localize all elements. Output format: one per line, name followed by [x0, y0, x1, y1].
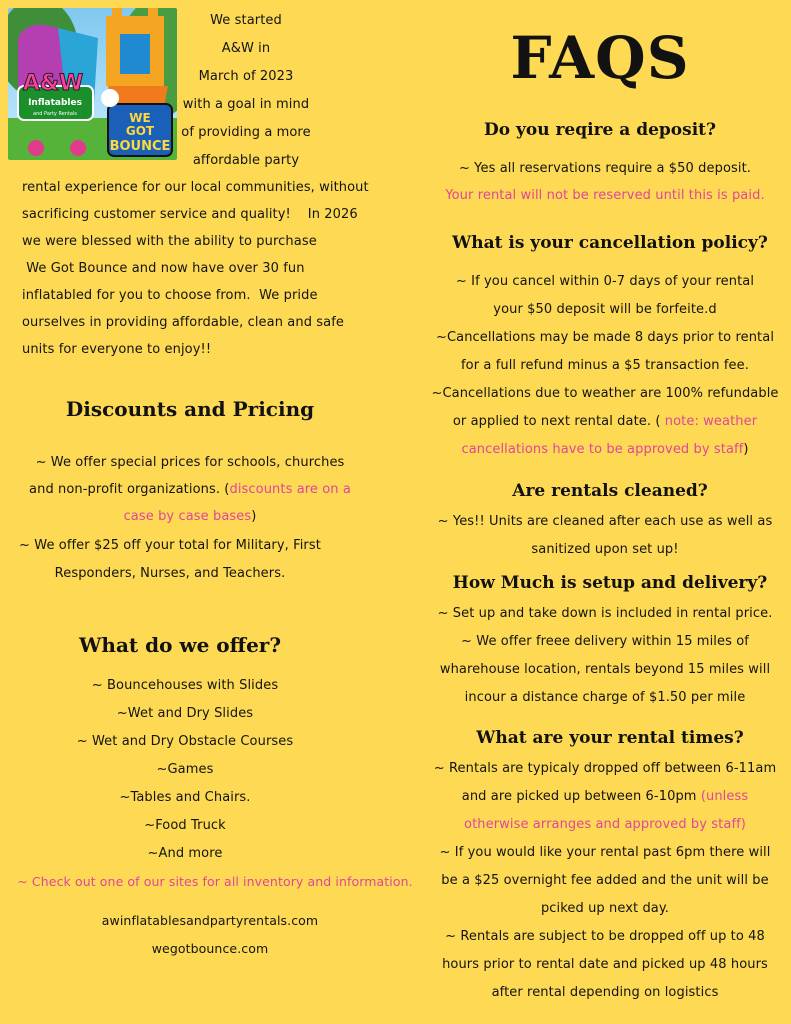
deposit-question: Do you reqire a deposit?: [483, 120, 716, 140]
cancel-answer: [430, 442, 780, 457]
clean-answer: sanitized upon set up!: [531, 542, 679, 557]
times-answer-note: otherwise arranges and approved by staff): [464, 817, 746, 832]
intro-line: inflatabled for you to choose from. We pride: [22, 288, 318, 303]
clean-question: Are rentals cleaned?: [512, 481, 708, 501]
site-link-wgb[interactable]: [0, 941, 420, 956]
site-link-aw-text[interactable]: awinflatablesandpartyrentals.com: [101, 913, 319, 928]
logo-text-we: WE: [129, 111, 151, 125]
site-link-wgb-text[interactable]: wegotbounce.com: [151, 941, 269, 956]
times-answer: after rental depending on logistics: [491, 985, 719, 1000]
times-answer: ~ If you would like your rental past 6pm there will: [439, 845, 771, 860]
cancel-answer: ~ If you cancel within 0-7 days of your rental: [455, 274, 755, 289]
discounts-line: Responders, Nurses, and Teachers.: [54, 566, 286, 581]
discounts-line: [20, 482, 360, 497]
discounts-note: case by case bases: [123, 509, 252, 524]
intro-line: units for everyone to enjoy!!: [22, 342, 212, 357]
offer-item: ~Wet and Dry Slides: [116, 706, 254, 721]
cancel-note: cancellations have to be approved by staff: [461, 442, 744, 457]
cancel-text: ): [743, 442, 749, 457]
times-answer: ~ Rentals are typicaly dropped off between 6-11am: [433, 761, 777, 776]
cancel-answer: for a full refund minus a $5 transaction fee.: [461, 358, 749, 373]
times-answer: hours prior to rental date and picked up 48 hours: [442, 957, 768, 972]
cancel-note: note: weather: [664, 414, 758, 429]
logo-text-party-rentals: and Party Rentals: [33, 111, 77, 117]
faqs-title: FAQS: [510, 24, 690, 92]
setup-answer: ~ We offer freee delivery within 15 miles of: [461, 634, 749, 649]
offer-note: ~ Check out one of our sites for all inventory and information.: [17, 874, 413, 889]
site-link-aw[interactable]: [0, 913, 420, 928]
offer-item: ~Tables and Chairs.: [119, 790, 251, 805]
logo-text-inflatables: Inflatables: [28, 98, 82, 108]
discounts-note: discounts are on a: [229, 482, 351, 497]
intro-line: ourselves in providing affordable, clean and safe: [22, 315, 344, 330]
times-answer: [430, 789, 780, 804]
cancel-answer: ~Cancellations due to weather are 100% refundable: [431, 386, 779, 401]
logo-text-aw: A&W: [22, 71, 84, 96]
offer-item: ~ Wet and Dry Obstacle Courses: [76, 734, 294, 749]
intro-line: we were blessed with the ability to purchase: [22, 234, 317, 249]
cancel-answer: [430, 414, 780, 429]
cancel-text: or applied to next rental date. (: [452, 414, 665, 429]
intro-line: We started: [210, 13, 282, 28]
setup-answer: ~ Set up and take down is included in rental price.: [437, 606, 773, 621]
setup-question: How Much is setup and delivery?: [452, 573, 768, 593]
clean-answer: ~ Yes!! Units are cleaned after each use as well as: [437, 514, 773, 529]
intro-line: rental experience for our local communities, without: [22, 180, 369, 195]
discounts-text: ): [251, 509, 257, 524]
offer-item: ~ Bouncehouses with Slides: [91, 678, 279, 693]
logo-text-got: GOT: [125, 124, 155, 138]
discounts-heading: Discounts and Pricing: [65, 397, 315, 421]
intro-line: March of 2023: [198, 69, 294, 84]
setup-answer: wharehouse location, rentals beyond 15 miles will: [439, 662, 771, 677]
intro-line: with a goal in mind: [182, 97, 310, 112]
intro-line: sacrificing customer service and quality! In 2026: [22, 207, 358, 222]
times-answer: pciked up next day.: [540, 901, 670, 916]
cancel-question: What is your cancellation policy?: [452, 233, 768, 253]
offer-item: ~Games: [156, 762, 214, 777]
cancel-answer: ~Cancellations may be made 8 days prior to rental: [435, 330, 775, 345]
setup-answer: incour a distance charge of $1.50 per mile: [464, 690, 746, 705]
offer-item: ~And more: [147, 846, 223, 861]
deposit-answer: ~ Yes all reservations require a $50 deposit.: [458, 161, 752, 176]
discounts-line: ~ We offer $25 off your total for Military, First: [19, 538, 321, 553]
intro-line: A&W in: [221, 41, 271, 56]
offer-heading: What do we offer?: [78, 633, 282, 657]
offer-item: ~Food Truck: [144, 818, 226, 833]
logo-text-bounce: BOUNCE: [109, 139, 171, 154]
times-answer: ~ Rentals are subject to be dropped off up to 48: [445, 929, 765, 944]
cancel-answer: your $50 deposit will be forfeite.d: [493, 302, 717, 317]
intro-line: of providing a more: [181, 125, 311, 140]
times-note: (unless: [700, 789, 749, 804]
discounts-line: [20, 509, 360, 524]
times-question: What are your rental times?: [476, 728, 744, 748]
discounts-line: ~ We offer special prices for schools, churches: [35, 455, 345, 470]
company-logo: [8, 8, 177, 160]
intro-line: affordable party: [192, 153, 300, 168]
discounts-text: and non-profit organizations. (: [29, 482, 230, 497]
times-answer: be a $25 overnight fee added and the unit will be: [441, 873, 769, 888]
deposit-answer-note: Your rental will not be reserved until this is paid.: [445, 188, 765, 203]
times-text: and are picked up between 6-10pm: [461, 789, 701, 804]
logo-illustration: [8, 8, 177, 160]
intro-line: We Got Bounce and now have over 30 fun: [22, 261, 305, 276]
